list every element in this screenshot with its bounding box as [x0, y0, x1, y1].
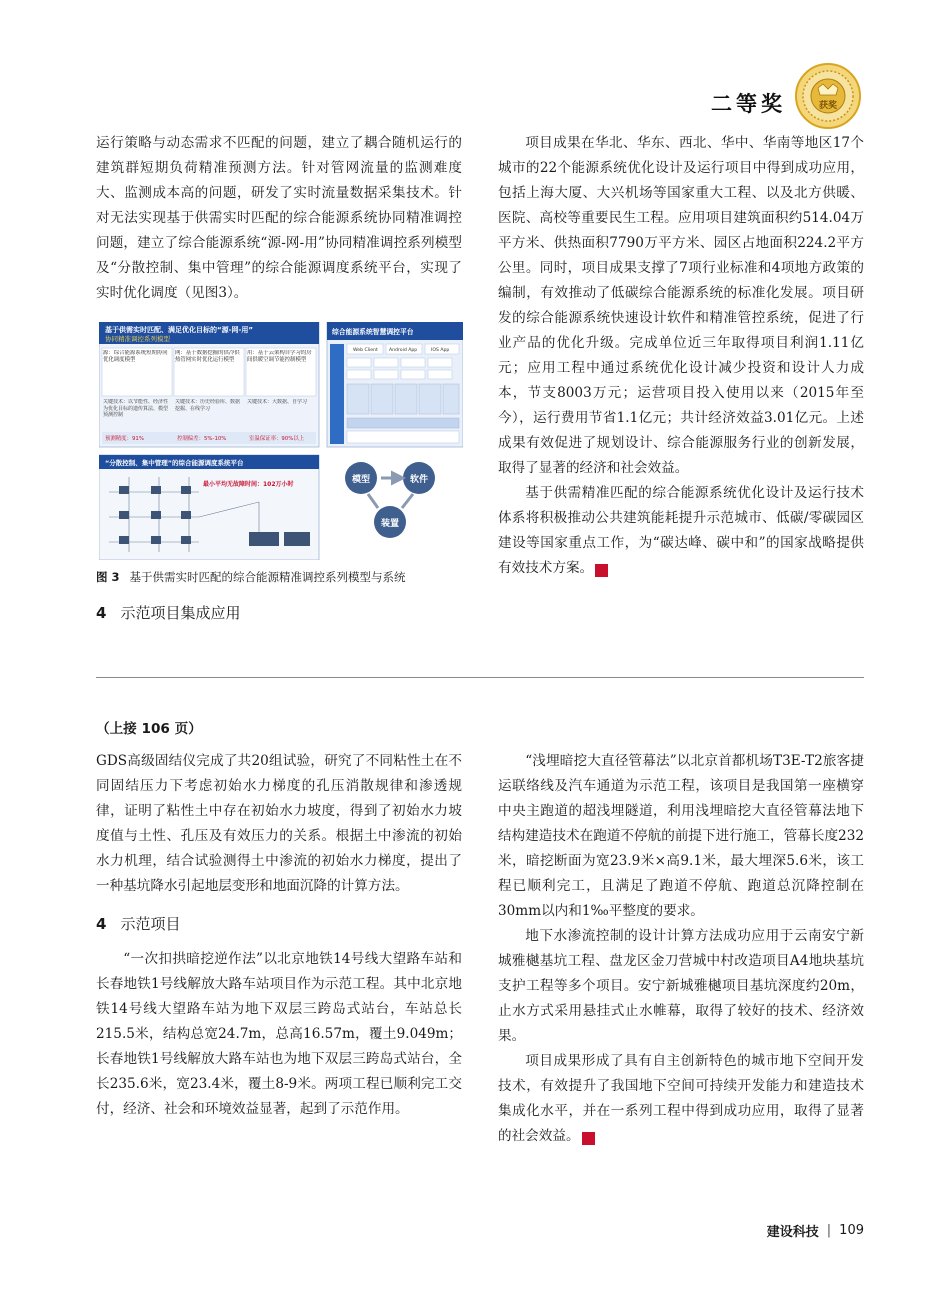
bottom-right-paragraph-1: “浅埋暗挖大直径管幕法”以北京首都机场T3E-T2旅客捷运联络线及汽车通道为示范工程，该项目是我国第一座横穿中央主跑道的超浅埋隧道，利用浅埋暗挖大直径管幕法地下结构建造技术在跑道不停航的前提下进行施工，管幕长度232米，暗挖断面为宽23.9米×高9.1米，最大埋深5.6米，该工程已顺利完工，且满足了跑道不停航、跑道总沉降控制在30mm以内和1‰平整度的要求。 [498, 753, 864, 919]
award-badge [711, 62, 862, 130]
section-heading-bottom [96, 911, 462, 937]
panel1-metric-temperature: 室温保证率：90%以上 [249, 436, 305, 442]
bottom-left-paragraph-2: “一次扣拱暗挖逆作法”以北京地铁14号线大望路车站和长春地铁1号线解放大路车站项目作为示范工程。其中北京地铁14号线大望路车站为地下双层三跨岛式站台，车站总长215.5米，结构总宽24.7m，总高16.57m，覆土9.049m；长春地铁1号线解放大路车站也为地下双层三跨岛式站台，全长235.6米，宽23.4米，覆土8-9米。两项工程已顺利完工交付，经济、社会和环境效益显著，起到了示范作用。 [96, 951, 462, 1117]
bottom-right-paragraph-3: 项目成果形成了具有自主创新特色的城市地下空间开发技术，有效提升了我国地下空间可持续开发能力和建造技术集成化水平，并在一系列工程中得到成功应用，取得了显著的社会效益。 [498, 1053, 864, 1144]
cycle-software: 软件 [409, 475, 429, 485]
page-number: 109 [839, 1223, 864, 1238]
section-divider [96, 677, 864, 678]
bottom-left-paragraph-1: GDS高级固结仪完成了共20组试验，研究了不同粘性土在不同固结压力下考虑初始水力梯度的孔压消散规律和渗透规律，证明了粘性土中存在初始水力坡度，得到了初始水力坡度值与土性、孔压及有效压力的关系。根据土中渗流的初始水力机理，结合试验测得土中渗流的初始水力梯度，提出了一种基坑降水引起地层变形和地面沉降的计算方法。 [96, 753, 462, 894]
panel2-tag-android: Android App [389, 348, 418, 353]
panel1-col-network: 网：基于数据挖掘的供冷供热管网实时优化运行模型 [175, 350, 240, 363]
top-right-paragraph-2-wrap [498, 481, 864, 581]
figure-panel-dispatch [99, 455, 319, 560]
cycle-device: 装置 [380, 519, 400, 529]
panel2-tag-web: Web Client [353, 348, 378, 353]
panel1-title: 基于供需实时匹配、满足优化目标的“源-网-用” [105, 326, 254, 334]
bottom-right-column [498, 749, 864, 1149]
medal-icon [794, 62, 862, 130]
top-left-column [96, 131, 462, 306]
panel1-subtitle: 协同精准调控系列模型 [105, 335, 170, 343]
award-label: 二等奖 [711, 92, 786, 116]
panel1-metric-accuracy: 预测精度：91% [105, 436, 144, 442]
panel1-col-source: 源：综合能源系统短期协同优化调度模型 [103, 350, 168, 363]
panel1-key-network: 关键技术：历史经验库、数据挖掘、在线学习 [175, 399, 241, 412]
panel3-title: “分散控制、集中管理”的综合能源调度系统平台 [105, 459, 244, 467]
panel1-key-user: 关键技术：大数据、自学习 [247, 399, 308, 405]
section-title-bottom: 示范项目 [120, 915, 181, 933]
panel1-key-source: 关键技术：以节能性、经济性为优化目标的遗传算法、模型预测控制 [103, 399, 169, 418]
figure-panel-cycle [345, 462, 435, 538]
end-mark-bottom: C [582, 1132, 595, 1145]
cycle-model: 模型 [351, 475, 371, 485]
section-number-bottom: 4 [96, 915, 107, 933]
top-right-column [498, 131, 864, 581]
figure-panel-models [99, 322, 319, 447]
panel2-tag-ios: IOS App [431, 348, 450, 353]
panel3-note: 最小平均无故障时间：102万小时 [203, 481, 294, 488]
top-right-paragraph-1: 项目成果在华北、华东、西北、华中、华南等地区17个城市的22个能源系统优化设计及运行项目中得到成功应用，包括上海大厦、大兴机场等国家重大工程、以及北方供暖、医院、高校等重要民生工程。应用项目建筑面积约514.04万平方米、供热面积7790万平方米、园区占地面积224.2平方公里。同时，项目成果支撑了7项行业标准和4项地方政策的编制，有效推动了低碳综合能源系统的标准化发展。项目研发的综合能源系统快速设计软件和精准管控系统，促进了行业产品的优化升级。完成单位近三年取得项目利润1.11亿元；应用工程中通过系统优化设计减少投资和设计人力成本，节支8003万元；运营项目投入使用以来（2015年至今），运行费用节省1.1亿元；共计经济效益3.01亿元。上述成果有效促进了规划设计、综合能源服务行业的创新发展，取得了显著的经济和社会效益。 [498, 135, 864, 476]
page-footer [767, 1221, 864, 1240]
figure-caption-text: 基于供需实时匹配的综合能源精准调控系列模型与系统 [129, 570, 406, 584]
panel2-title: 综合能源系统智慧调控平台 [332, 328, 414, 336]
journal-name: 建设科技 [766, 1225, 819, 1240]
figure-number: 图 3 [96, 570, 120, 584]
section-heading-top [96, 602, 240, 623]
bottom-left-column [96, 749, 462, 1122]
end-mark: C [595, 564, 608, 577]
bottom-right-paragraph-2: 地下水渗流控制的设计计算方法成功应用于云南安宁新城雅樾基坑工程、盘龙区金刀营城中村改造项目A4地块基坑支护工程等多个项目。安宁新城雅樾项目基坑深度约20m，止水方式采用悬挂式止水帷幕，取得了较好的技术、经济效果。 [498, 928, 864, 1044]
panel1-metric-deviation: 控制偏差：5%-10% [177, 436, 227, 442]
section-number: 4 [96, 604, 107, 622]
panel1-col-user: 用：基于云架构自学习的房间供暖空调节能控制模型 [247, 350, 312, 363]
medal-text: 获奖 [818, 101, 838, 111]
section-title: 示范项目集成应用 [120, 604, 241, 622]
figure-panel-platform [327, 322, 463, 447]
bottom-right-paragraph-3-wrap [498, 1049, 864, 1149]
figure-3 [99, 322, 463, 560]
top-right-paragraph-2: 基于供需精准匹配的综合能源系统优化设计及运行技术体系将积极推动公共建筑能耗提升示范城市、低碳/零碳园区建设等国家重点工作，为“碳达峰、碳中和”的国家战略提供有效技术方案。 [498, 485, 864, 576]
footer-separator: | [826, 1223, 832, 1238]
figure-caption [96, 568, 466, 586]
continued-note: （上接 106 页） [96, 721, 202, 737]
top-left-paragraph: 运行策略与动态需求不匹配的问题，建立了耦合随机运行的建筑群短期负荷精准预测方法。针对管网流量的监测难度大、监测成本高的问题，研发了实时流量数据采集技术。针对无法实现基于供需实时匹配的综合能源系统协同精准调控问题，建立了综合能源系统“源-网-用”协同精准调控系列模型及“分散控制、集中管理”的综合能源调度系统平台，实现了实时优化调度（见图3）。 [96, 135, 462, 301]
